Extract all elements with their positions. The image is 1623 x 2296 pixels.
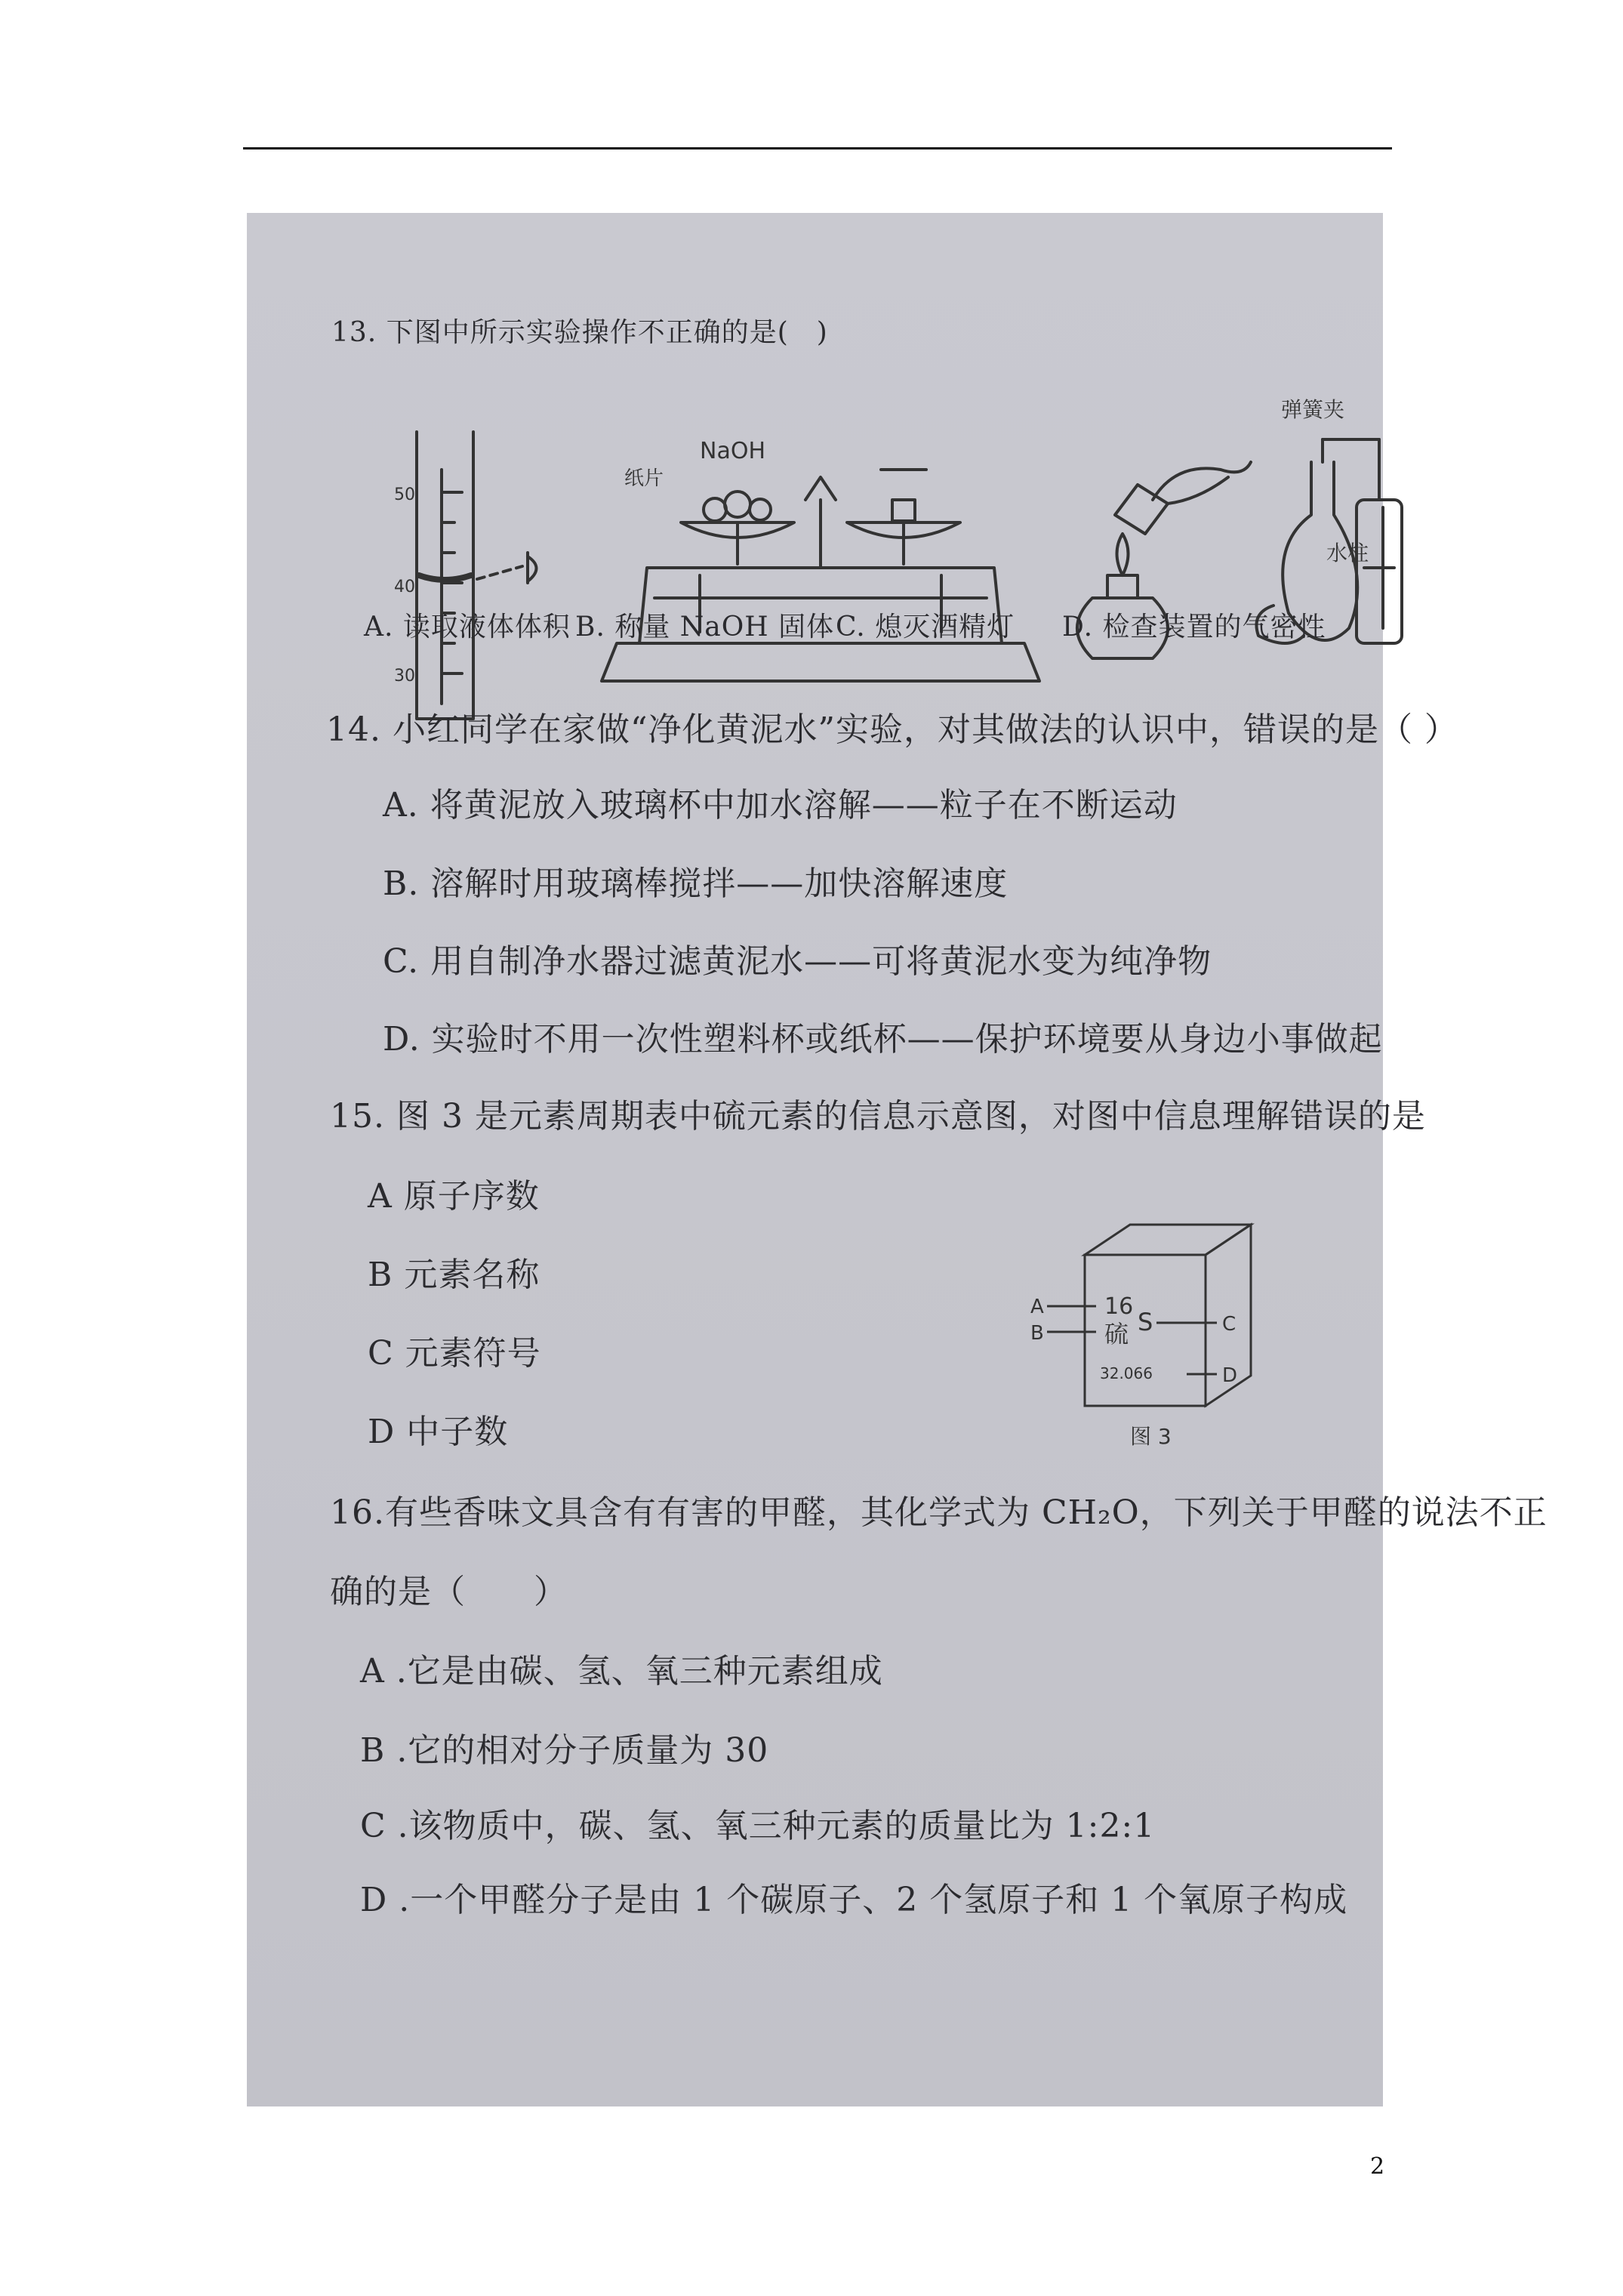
q14-option-c: C. 用自制净水器过滤黄泥水——可将黄泥水变为纯净物 (383, 942, 1212, 981)
q14-stem: 14. 小红同学在家做“净化黄泥水”实验，对其做法的认识中，错误的是（ ） (326, 710, 1458, 749)
element-symbol: S (1138, 1308, 1153, 1336)
cylinder-figure (417, 432, 537, 719)
q15-stem: 15. 图 3 是元素周期表中硫元素的信息示意图，对图中信息理解错误的是 (330, 1097, 1426, 1136)
label-a: A (1030, 1296, 1044, 1318)
q13-caption-b: B. 称量 NaOH 固体 (575, 612, 835, 643)
figure-caption: 图 3 (1130, 1424, 1172, 1449)
q13-caption-d: D. 检查装置的气密性 (1062, 612, 1326, 643)
q13-figure-strip (247, 326, 1383, 764)
paper-label: 纸片 (624, 467, 664, 490)
atomic-mass: 32.066 (1100, 1364, 1153, 1382)
q15-option-c: C 元素符号 (368, 1334, 541, 1373)
q14-option-b: B. 溶解时用玻璃棒搅拌——加快溶解速度 (383, 864, 1009, 903)
q16-stem-line2: 确的是（ ） (330, 1573, 568, 1611)
water-column-label: 水柱 (1326, 541, 1369, 566)
cylinder-tick-50: 50 (394, 485, 415, 504)
cylinder-tick-40: 40 (394, 578, 415, 596)
q16-option-a: A .它是由碳、氢、氧三种元素组成 (360, 1652, 883, 1690)
scanned-exam-photo (247, 213, 1548, 2106)
naoh-label: NaOH (700, 438, 765, 464)
q13-stem: 13. 下图中所示实验操作不正确的是( ) (331, 317, 828, 348)
cylinder-tick-30: 30 (394, 667, 415, 686)
sulfur-element-figure (1024, 1217, 1296, 1449)
balance-figure (602, 470, 1039, 681)
q16-stem-line1: 16.有些香味文具含有有害的甲醛，其化学式为 CH₂O，下列关于甲醛的说法不正 (330, 1493, 1548, 1532)
q13-caption-a: A. 读取液体体积 (364, 612, 571, 643)
page-number: 2 (1370, 2153, 1385, 2180)
q16-option-c: C .该物质中，碳、氢、氧三种元素的质量比为 1:2:1 (360, 1807, 1156, 1845)
label-c: C (1222, 1313, 1236, 1336)
q16-option-d: D .一个甲醛分子是由 1 个碳原子、2 个氢原子和 1 个氧原子构成 (360, 1881, 1348, 1919)
q14-option-a: A. 将黄泥放入玻璃杯中加水溶解——粒子在不断运动 (383, 786, 1178, 824)
q15-option-a: A 原子序数 (368, 1177, 540, 1216)
q13-caption-c: C. 熄灭酒精灯 (836, 612, 1015, 643)
q16-option-b: B .它的相对分子质量为 30 (360, 1731, 769, 1770)
atomic-number: 16 (1104, 1293, 1134, 1320)
header-rule (243, 147, 1392, 149)
q15-option-d: D 中子数 (368, 1413, 509, 1451)
q15-option-b: B 元素名称 (368, 1256, 540, 1294)
clamp-label: 弹簧夹 (1281, 397, 1345, 422)
element-name: 硫 (1104, 1320, 1129, 1348)
label-b: B (1030, 1322, 1044, 1345)
q14-option-d: D. 实验时不用一次性塑料杯或纸杯——保护环境要从身边小事做起 (383, 1020, 1383, 1059)
label-d: D (1222, 1364, 1238, 1387)
